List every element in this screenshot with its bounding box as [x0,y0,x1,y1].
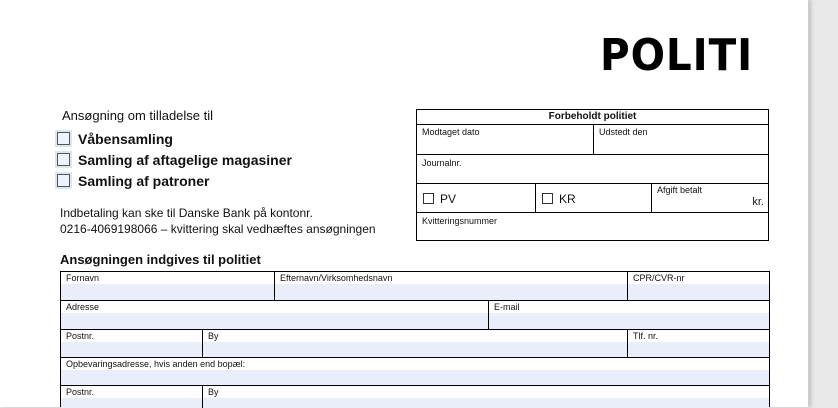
kr-option [536,184,651,212]
email-field[interactable] [489,301,769,329]
cpr-label: CPR/CVR-nr [633,273,685,283]
kr-unit: kr. [752,196,764,208]
politi-logo: POLITI [600,30,754,81]
section-title: Ansøgningen indgives til politiet [60,252,261,267]
storage-address-field[interactable] [61,358,769,385]
payment-line-2: 0216-4069198066 – kvittering skal vedhæftes ansøgningen [60,222,376,236]
email-label: E-mail [494,302,520,312]
journal-number-label: Journalnr. [422,158,462,168]
option-weapon-collection [57,128,292,149]
kr-checkbox[interactable] [542,193,553,204]
receipt-number-field[interactable] [417,213,768,240]
pv-label: PV [440,192,457,206]
address-label: Adresse [66,302,100,312]
option-cartridge-collection [57,170,292,191]
journal-number-field[interactable] [417,155,768,183]
checkbox-magazine-collection[interactable] [57,153,70,166]
storage-address-label: Opbevaringsadresse, hvis anden end bopæl: [66,359,246,369]
city-label: By [208,331,219,341]
firstname-label: Fornavn [66,273,100,283]
storage-city-label: By [208,387,219,397]
lastname-field[interactable] [275,272,627,300]
payment-info [60,205,376,237]
applicant-form [60,271,770,407]
issued-date-label: Udstedt den [599,127,648,137]
police-use-title: Forbeholdt politiet [417,110,768,125]
fee-paid-label: Afgift betalt [657,185,703,195]
pv-checkbox[interactable] [423,193,434,204]
option-label: Våbensamling [78,130,173,147]
checkbox-cartridge-collection[interactable] [57,174,70,187]
kr-label: KR [559,192,576,206]
application-intro: Ansøgning om tilladelse til [62,108,214,123]
phone-label: Tlf. nr. [633,331,659,341]
phone-field[interactable] [628,330,769,357]
postal-code-field[interactable] [61,330,202,357]
storage-city-field[interactable] [203,386,769,408]
postal-code-label: Postnr. [66,331,95,341]
option-magazine-collection [57,149,292,170]
pv-option [417,184,535,212]
city-field[interactable] [203,330,627,357]
application-type-options [57,128,292,191]
police-use-box [416,109,769,241]
checkbox-weapon-collection[interactable] [57,132,70,145]
receipt-number-label: Kvitteringsnummer [422,216,498,226]
fee-paid-field[interactable] [652,184,768,212]
firstname-field[interactable] [61,272,274,300]
option-label: Samling af aftagelige magasiner [78,151,292,168]
received-date-field[interactable] [417,125,593,154]
address-field[interactable] [61,301,488,329]
storage-postal-code-label: Postnr. [66,387,95,397]
cpr-field[interactable] [628,272,769,300]
lastname-label: Efternavn/Virksomhedsnavn [280,273,393,283]
issued-date-field[interactable] [594,125,768,154]
received-date-label: Modtaget dato [422,127,480,137]
storage-postal-code-field[interactable] [61,386,202,408]
option-label: Samling af patroner [78,172,210,189]
payment-line-1: Indbetaling kan ske til Danske Bank på kontonr. [60,206,313,220]
